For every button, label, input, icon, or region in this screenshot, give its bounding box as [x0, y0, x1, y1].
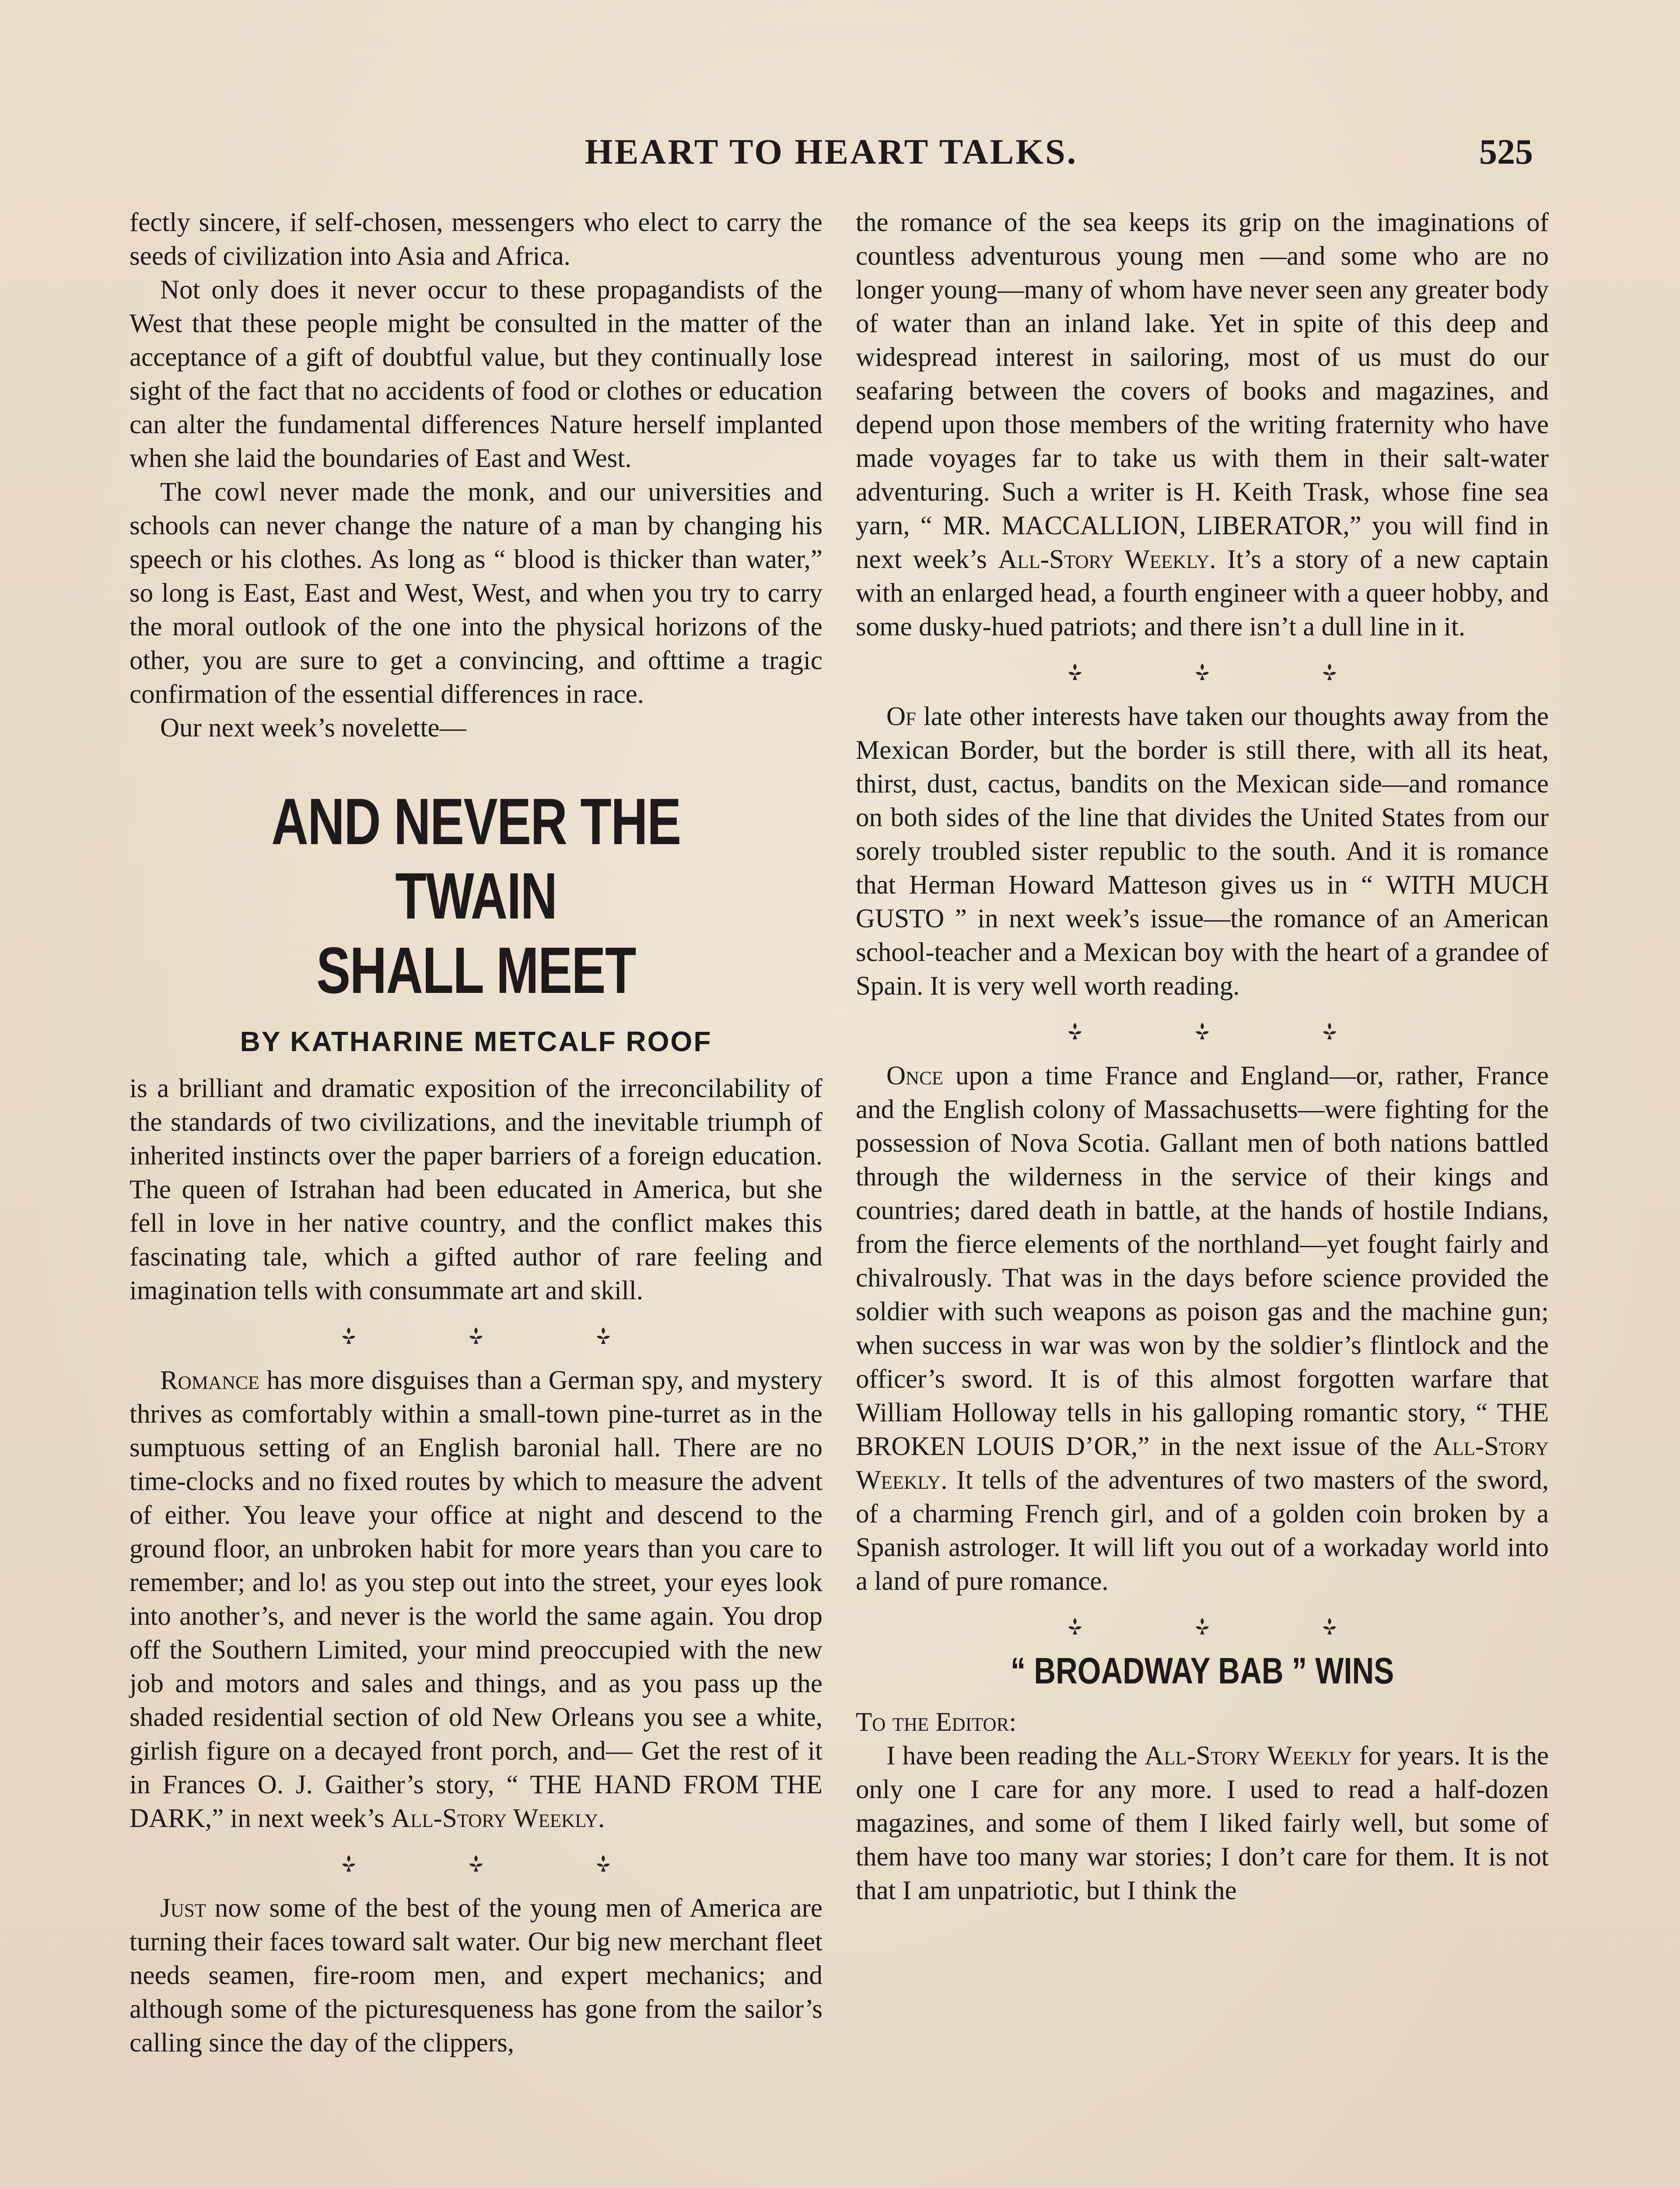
paragraph	[130, 1891, 822, 2060]
paragraph	[856, 1059, 1549, 1598]
section-divider	[130, 1852, 822, 1874]
fleuron-icon	[1316, 1615, 1343, 1637]
paragraph-text: the romance of the sea keeps its grip on the imaginations of countless adventurous young men —and some who are no longer young—many of whom have never seen any greater body of water than an inland lake. Yet in spite of this deep and widespread interest in sailoring, most of us must do our seafaring between the covers of books and magazines, and depend upon those members of the writing fraternity who have made voyages far to take us with them in their salt-water adventuring. Such a writer is H. Keith Trask, whose fine sea yarn, “ MR. MACCALLION, LIBERATOR,” you will find in next week’s	[856, 208, 1549, 574]
paragraph-text: I have been reading the	[886, 1741, 1145, 1771]
fleuron-icon	[1189, 660, 1215, 682]
running-head: HEART TO HEART TALKS.	[584, 132, 1078, 172]
fleuron-icon	[590, 1852, 616, 1874]
page-number: 525	[1479, 132, 1533, 172]
paragraph-text: upon a time France and England—or, rather, France and the English colony of Massachusetts—were fighting for the possession of Nova Scotia. Gallant men of both nations battled through the wilderness in the service of their kings and countries; dared death in battle, at the hands of hostile Indians, from the fierce elements of the northland—yet fought fairly and chivalrously. That was in the days before science provided the soldier with such weapons as poison gas and the machine gun; when success in war was won by the soldier’s flintlock and the officer’s sword. It is of this almost forgotten warfare that William Holloway tells in his galloping romantic story, “ THE BROKEN LOUIS D’OR,” in the next issue of the	[856, 1061, 1549, 1461]
fleuron-icon	[336, 1852, 362, 1874]
section-divider	[130, 1324, 822, 1346]
right-column	[856, 206, 1549, 1907]
paragraph-text: .	[598, 1804, 605, 1833]
salutation: To the Editor:	[856, 1708, 1017, 1737]
section-divider	[856, 1020, 1549, 1041]
magazine-name: All-Story Weekly	[391, 1804, 598, 1833]
paragraph: Our next week’s novelette—	[160, 713, 466, 743]
paragraph: is a brilliant and dramatic exposition of the irreconcilability of the standards of two civilizations, and the inevitable triumph of inherited instincts over the paper barriers of a foreign education. The queen of Istrahan had been educated in America, but she fell in love in her native country, and the conflict makes this fascinating tale, which a gifted author of rare feeling and imagination tells with consummate art and skill.	[130, 1074, 822, 1305]
fleuron-icon	[590, 1324, 616, 1346]
fleuron-icon	[1062, 660, 1088, 682]
fleuron-icon	[463, 1852, 489, 1874]
fleuron-icon	[1189, 1020, 1215, 1041]
section-divider	[856, 660, 1549, 682]
lead-word: Once	[886, 1061, 944, 1090]
lead-word: Romance	[160, 1366, 260, 1395]
novelette-title-block	[130, 784, 822, 1059]
paragraph-text: has more disguises than a German spy, and mystery thrives as comfortably within a small-town pine-turret as in the sumptuous setting of an English baronial hall. There are no time-clocks and no fixed routes by which to measure the advent of either. You leave your office at night and descend to the ground floor, an unbroken habit for more years than you care to remember; and lo! as you step out into the street, your eyes look into another’s, and never is the world the same again. You drop off the Southern Limited, your mind preoccupied with the new job and motors and sales and things, and as you pass up the shaded residential section of old New Orleans you see a white, girlish figure on a decayed front porch, and— Get the rest of it in Frances O. J. Gaither’s story, “ THE HAND FROM THE DARK,” in next week’s	[130, 1366, 822, 1833]
lead-word: Of	[886, 702, 916, 731]
section-divider	[856, 1615, 1549, 1637]
novelette-title-line: SHALL MEET	[316, 933, 636, 1007]
fleuron-icon	[1062, 1615, 1088, 1637]
paragraph: fectly sincere, if self-chosen, messengers who elect to carry the seeds of civilization into Asia and Africa.	[130, 208, 822, 271]
fleuron-icon	[1316, 1020, 1343, 1041]
paragraph	[856, 206, 1549, 644]
lead-word: Just	[160, 1893, 206, 1923]
fleuron-icon	[1062, 1020, 1088, 1041]
paragraph	[856, 1739, 1549, 1907]
paragraph-text: late other interests have taken our thoughts away from the Mexican Border, but the border is still there, with all its heat, thirst, dust, cactus, bandits on the Mexican side—and romance on both sides of the line that divides the United States from our sorely troubled sister republic to the south. And it is romance that Herman Howard Matteson gives us in “ WITH MUCH GUSTO ” in next week’s issue—the romance of an American school-teacher and a Mexican boy with the heart of a grandee of Spain. It is very well worth reading.	[856, 702, 1549, 1001]
letter-heading: “ BROADWAY BAB ” WINS	[1010, 1650, 1394, 1691]
left-column	[130, 206, 822, 2060]
paragraph: The cowl never made the monk, and our universities and schools can never change the nature of a man by changing his speech or his clothes. As long as “ blood is thicker than water,” so long is East, East and West, West, and when you try to carry the moral outlook of the one into the physical horizons of the other, you are sure to get a convincing, and ofttime a tragic confirmation of the essential differences in race.	[130, 477, 822, 709]
page-header	[130, 131, 1533, 179]
magazine-name: All-Story Weekly	[1144, 1741, 1352, 1771]
magazine-name: All-Story Weekly	[856, 1432, 1549, 1495]
paragraph-text: for years. It is the only one I care for any more. I used to read a half-dozen magazines, and some of them I liked fairly well, but some of them have too many war stories; I don’t care for them. It is not that I am unpatriotic, but I think the	[856, 1741, 1549, 1905]
fleuron-icon	[336, 1324, 362, 1346]
fleuron-icon	[1189, 1615, 1215, 1637]
paragraph-text: . It’s a story of a new captain with an enlarged head, a fourth engineer with a queer hobby, and some dusky-hued patriots; and there isn’t a dull line in it.	[856, 545, 1549, 642]
paragraph-text: . It tells of the adventures of two masters of the sword, of a charming French girl, and of a golden coin broken by a Spanish astrologer. It will lift you out of a workaday world into a land of pure romance.	[856, 1466, 1549, 1596]
novelette-title-line: AND NEVER THE TWAIN	[271, 785, 681, 933]
fleuron-icon	[1316, 660, 1343, 682]
paragraph: Not only does it never occur to these propagandists of the West that these people might be consulted in the matter of the acceptance of a gift of doubtful value, but they continually lose sight of the fact that no accidents of food or clothes or education can alter the fundamental differences Nature herself implanted when she laid the boundaries of East and West.	[130, 275, 822, 473]
paragraph	[856, 700, 1549, 1003]
byline: BY KATHARINE METCALF ROOF	[240, 1026, 712, 1057]
paragraph	[130, 1364, 822, 1835]
fleuron-icon	[463, 1324, 489, 1346]
magazine-name: All-Story Weekly	[998, 545, 1210, 574]
paragraph-text: now some of the best of the young men of America are turning their faces toward salt water. Our big new merchant fleet needs seamen, fire-room men, and expert mechanics; and although some of the picturesqueness has gone from the sailor’s calling since the day of the clippers,	[130, 1893, 822, 2058]
